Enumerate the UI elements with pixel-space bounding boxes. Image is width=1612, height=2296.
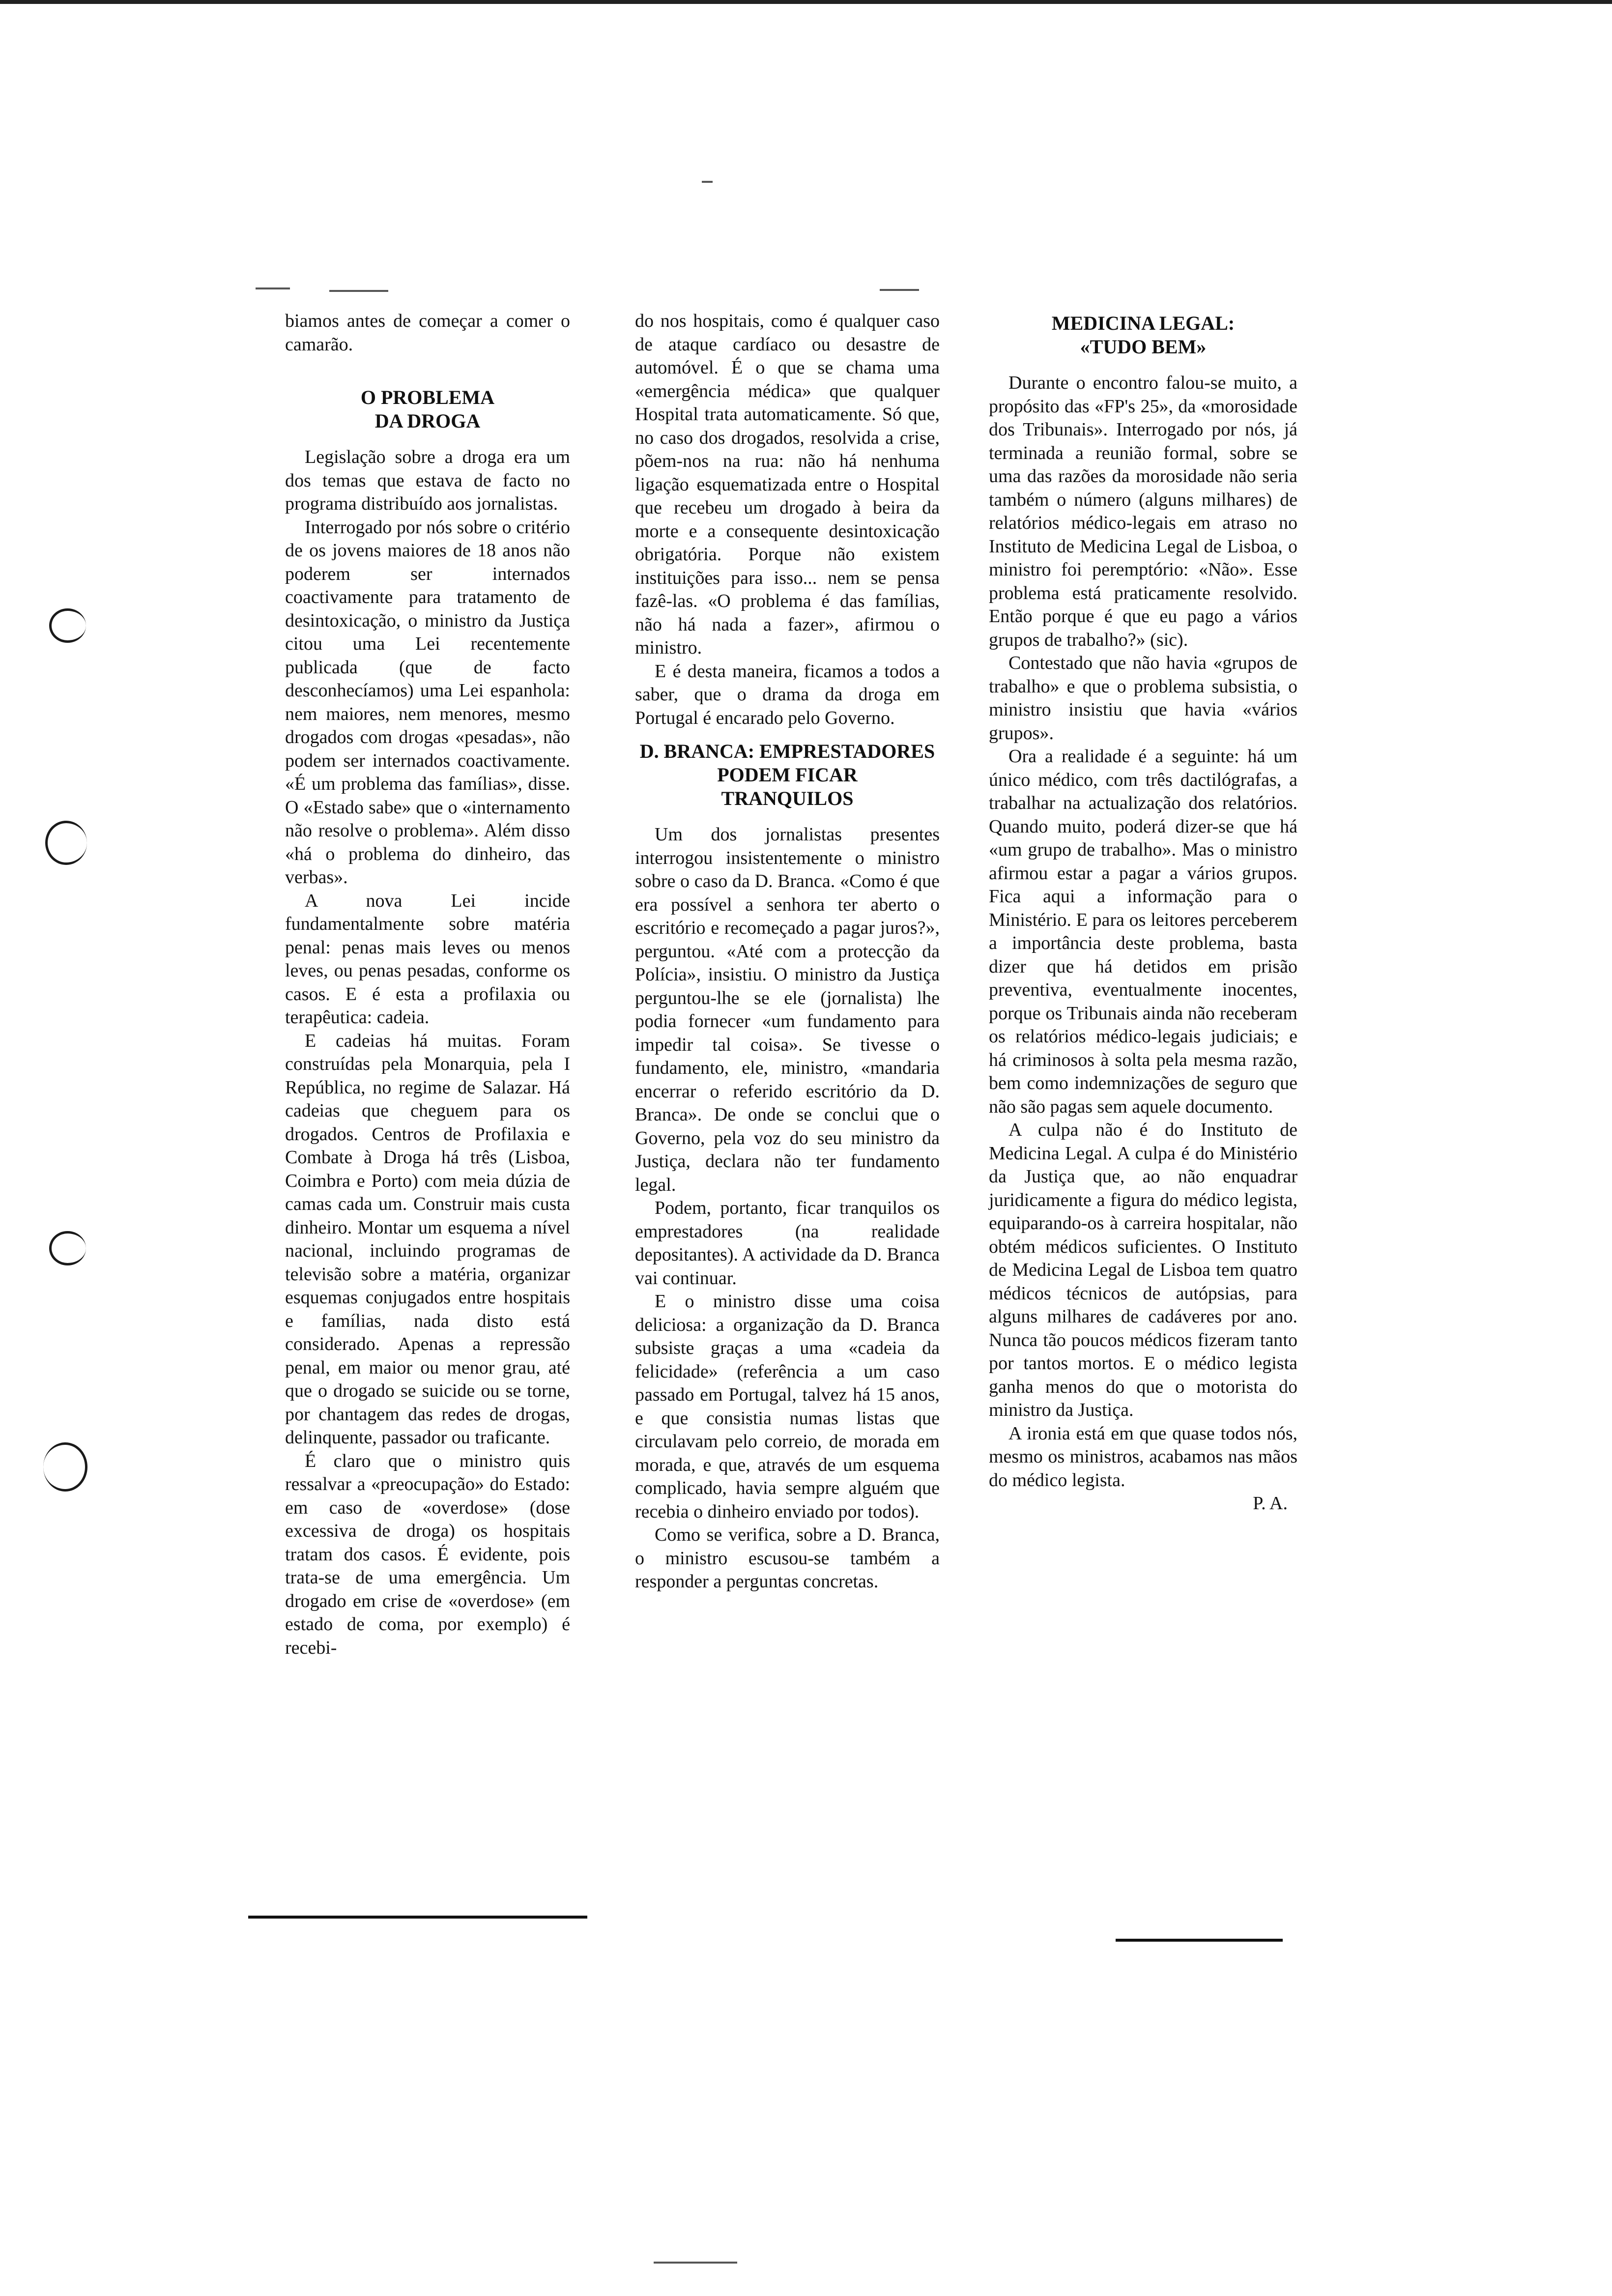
heading-line: O PROBLEMA bbox=[360, 386, 495, 408]
section-heading-problema-da-droga bbox=[285, 386, 570, 433]
paragraph: Ora a realidade é a seguinte: há um único médico, com três dactilógrafas, a trabalhar na actualização dos relatórios. Quando muito, poderá dizer-se que há «um grupo de trabalho». Mas o ministro afirmou estar a pagar a vários grupos. Fica aqui a informação para o Ministério. E para os leitores perceberem a importância deste problema, basta dizer que há detidos em prisão preventiva, eventualmente inocentes, porque os Tribunais ainda não receberam os relatórios médico-legais judiciais; e há criminosos à solta pela mesma razão, bem como indemnizações de seguro que não são pagas sem aquele documento. bbox=[989, 746, 1297, 1117]
paragraph: A culpa não é do Instituto de Medicina Legal. A culpa é do Ministério da Justiça que, ao não enquadrar juridicamente a figura do médico legista, equiparando-os à carreira hospitalar, não obtém médicos suficientes. O Instituto de Medicina Legal de Lisboa tem quatro médicos técnicos de autópsias, para alguns milhares de cadáveres por ano. Nunca tão poucos médicos fizeram tanto por tantos mortos. E o médico legista ganha menos do que o motorista do ministro da Justiça. bbox=[989, 1119, 1297, 1420]
author-signature: P. A. bbox=[1253, 1493, 1288, 1514]
paragraph: Podem, portanto, ficar tranquilos os emprestadores (na realidade depositantes). A actividade da D. Branca vai continuar. bbox=[635, 1198, 940, 1289]
binder-hole-mark-4 bbox=[43, 1442, 87, 1492]
heading-line: DA DROGA bbox=[374, 410, 481, 432]
binder-hole-mark-3 bbox=[49, 1231, 86, 1265]
binder-hole-mark-1 bbox=[49, 608, 86, 643]
heading-line: «TUDO BEM» bbox=[1080, 336, 1207, 358]
heading-line: TRANQUILOS bbox=[721, 787, 854, 809]
paragraph: E o ministro disse uma coisa deliciosa: a organização da D. Branca subsiste graças a uma «cadeia da felicidade» (referência a um caso passado em Portugal, talvez há 15 anos, e que consistia numas listas que circulavam pelo correio, de morada em morada, e que, através de um esquema complicado, havia sempre alguém que recebia o dinheiro enviado por todos). bbox=[635, 1291, 940, 1522]
heading-line: MEDICINA LEGAL: bbox=[1051, 312, 1235, 334]
paragraph: Contestado que não havia «grupos de trabalho» e que o problema subsistia, o ministro insistiu que havia «vários grupos». bbox=[989, 653, 1297, 744]
article-column-2 bbox=[635, 310, 940, 1594]
paragraph: É claro que o ministro quis ressalvar a «preocupação» do Estado: em caso de «overdose» (dose excessiva de droga) os hospitais tratam dos casos. É evidente, pois trata-se de uma emergência. Um drogado em crise de «overdose» (em estado de coma, por exemplo) é recebi- bbox=[285, 1450, 570, 1658]
scan-speck bbox=[880, 289, 919, 291]
scan-speck bbox=[329, 290, 388, 292]
scan-top-edge bbox=[0, 0, 1612, 4]
column-end-rule bbox=[248, 1916, 587, 1919]
article-column-3 bbox=[989, 310, 1297, 1516]
scan-speck bbox=[654, 2262, 737, 2264]
column-end-rule bbox=[1116, 1939, 1283, 1942]
section-heading-d-branca bbox=[635, 740, 940, 810]
paragraph: Legislação sobre a droga era um dos temas que estava de facto no programa distribuído aos jornalistas. bbox=[285, 447, 570, 514]
heading-line: D. BRANCA: EMPRESTADORES bbox=[639, 740, 935, 762]
paragraph: E é desta maneira, ficamos a todos a saber, que o drama da droga em Portugal é encarado pelo Governo. bbox=[635, 660, 940, 728]
paragraph: Interrogado por nós sobre o critério de os jovens maiores de 18 anos não poderem ser internados coactivamente para tratamento de desintoxicação, o ministro da Justiça citou uma Lei recentemente publicada (que de facto desconhecíamos) uma Lei espanhola: nem maiores, nem menores, mesmo drogados com drogas «pesadas», não podem ser internados coactivamente. «É um problema das famílias», disse. O «Estado sabe» que o «internamento não resolve o problema». Além disso «há o problema do dinheiro, das verbas». bbox=[285, 517, 570, 888]
heading-line: PODEM FICAR bbox=[717, 764, 858, 786]
paragraph: A nova Lei incide fundamentalmente sobre matéria penal: penas mais leves ou menos leves, ou penas pesadas, conforme os casos. E é esta a profilaxia ou terapêutica: cadeia. bbox=[285, 890, 570, 1028]
paragraph: E cadeias há muitas. Foram construídas pela Monarquia, pela I República, no regime de Salazar. Há cadeias que cheguem para os drogados. Centros de Profilaxia e Combate à Droga há três (Lisboa, Coimbra e Porto) com meia dúzia de camas cada um. Construir mais custa dinheiro. Montar um esquema a nível nacional, incluindo programas de televisão sobre a matéria, organizar esquemas conjugados entre hospitais e famílias, nada disto está considerado. Apenas a repressão penal, em maior ou menor grau, até que o drogado se suicide ou se torne, por chantagem das redes de drogas, delinquente, passador ou traficante. bbox=[285, 1030, 570, 1448]
paragraph: Um dos jornalistas presentes interrogou insistentemente o ministro sobre o caso da D. Branca. «Como é que era possível a senhora ter aberto o escritório e recomeçado a pagar juros?», perguntou. «Até com a protecção da Polícia», insistiu. O ministro da Justiça perguntou-lhe se ele (jornalista) lhe podia fornecer «um fundamento para impedir tal coisa». Se tivesse o fundamento, ele, ministro, «mandaria encerrar o referido escritório da D. Branca». De onde se conclui que o Governo, pela voz do seu ministro da Justiça, declara não ter fundamento legal. bbox=[635, 824, 940, 1195]
scan-speck bbox=[256, 287, 290, 289]
section-heading-medicina-legal bbox=[989, 312, 1297, 359]
paragraph-continued: do nos hospitais, como é qualquer caso de ataque cardíaco ou desastre de automóvel. É o que se chama uma «emergência médica» que qualquer Hospital trata automaticamente. Só que, no caso dos drogados, resolvida a crise, põem-nos na rua: não há nenhuma ligação esquematizada entre o Hospital que recebeu um drogado à beira da morte e a consequente desintoxicação obrigatória. Porque não existem instituições para isso... nem se pensa fazê-las. «O problema é das famílias, não há nada a fazer», afirmou o ministro. bbox=[635, 311, 940, 658]
paragraph: A ironia está em que quase todos nós, mesmo os ministros, acabamos nas mãos do médico legista. bbox=[989, 1423, 1297, 1491]
paragraph: Durante o encontro falou-se muito, a propósito das «FP's 25», da «morosidade dos Tribunais». Interrogado por nós, já terminada a reunião formal, sobre se uma das razões da morosidade não seria também o número (alguns milhares) de relatórios médico-legais em atraso no Instituto de Medicina Legal de Lisboa, o ministro foi peremptório: «Não». Esse problema está praticamente resolvido. Então porque é que eu pago a vários grupos de trabalho?» (sic). bbox=[989, 373, 1297, 650]
article-column-1 bbox=[285, 310, 570, 1660]
scan-speck bbox=[702, 181, 713, 183]
binder-hole-mark-2 bbox=[45, 821, 87, 865]
paragraph: Como se verifica, sobre a D. Branca, o ministro escusou-se também a responder a perguntas concretas. bbox=[635, 1524, 940, 1592]
paragraph-continued: biamos antes de começar a comer o camarão. bbox=[285, 311, 570, 355]
